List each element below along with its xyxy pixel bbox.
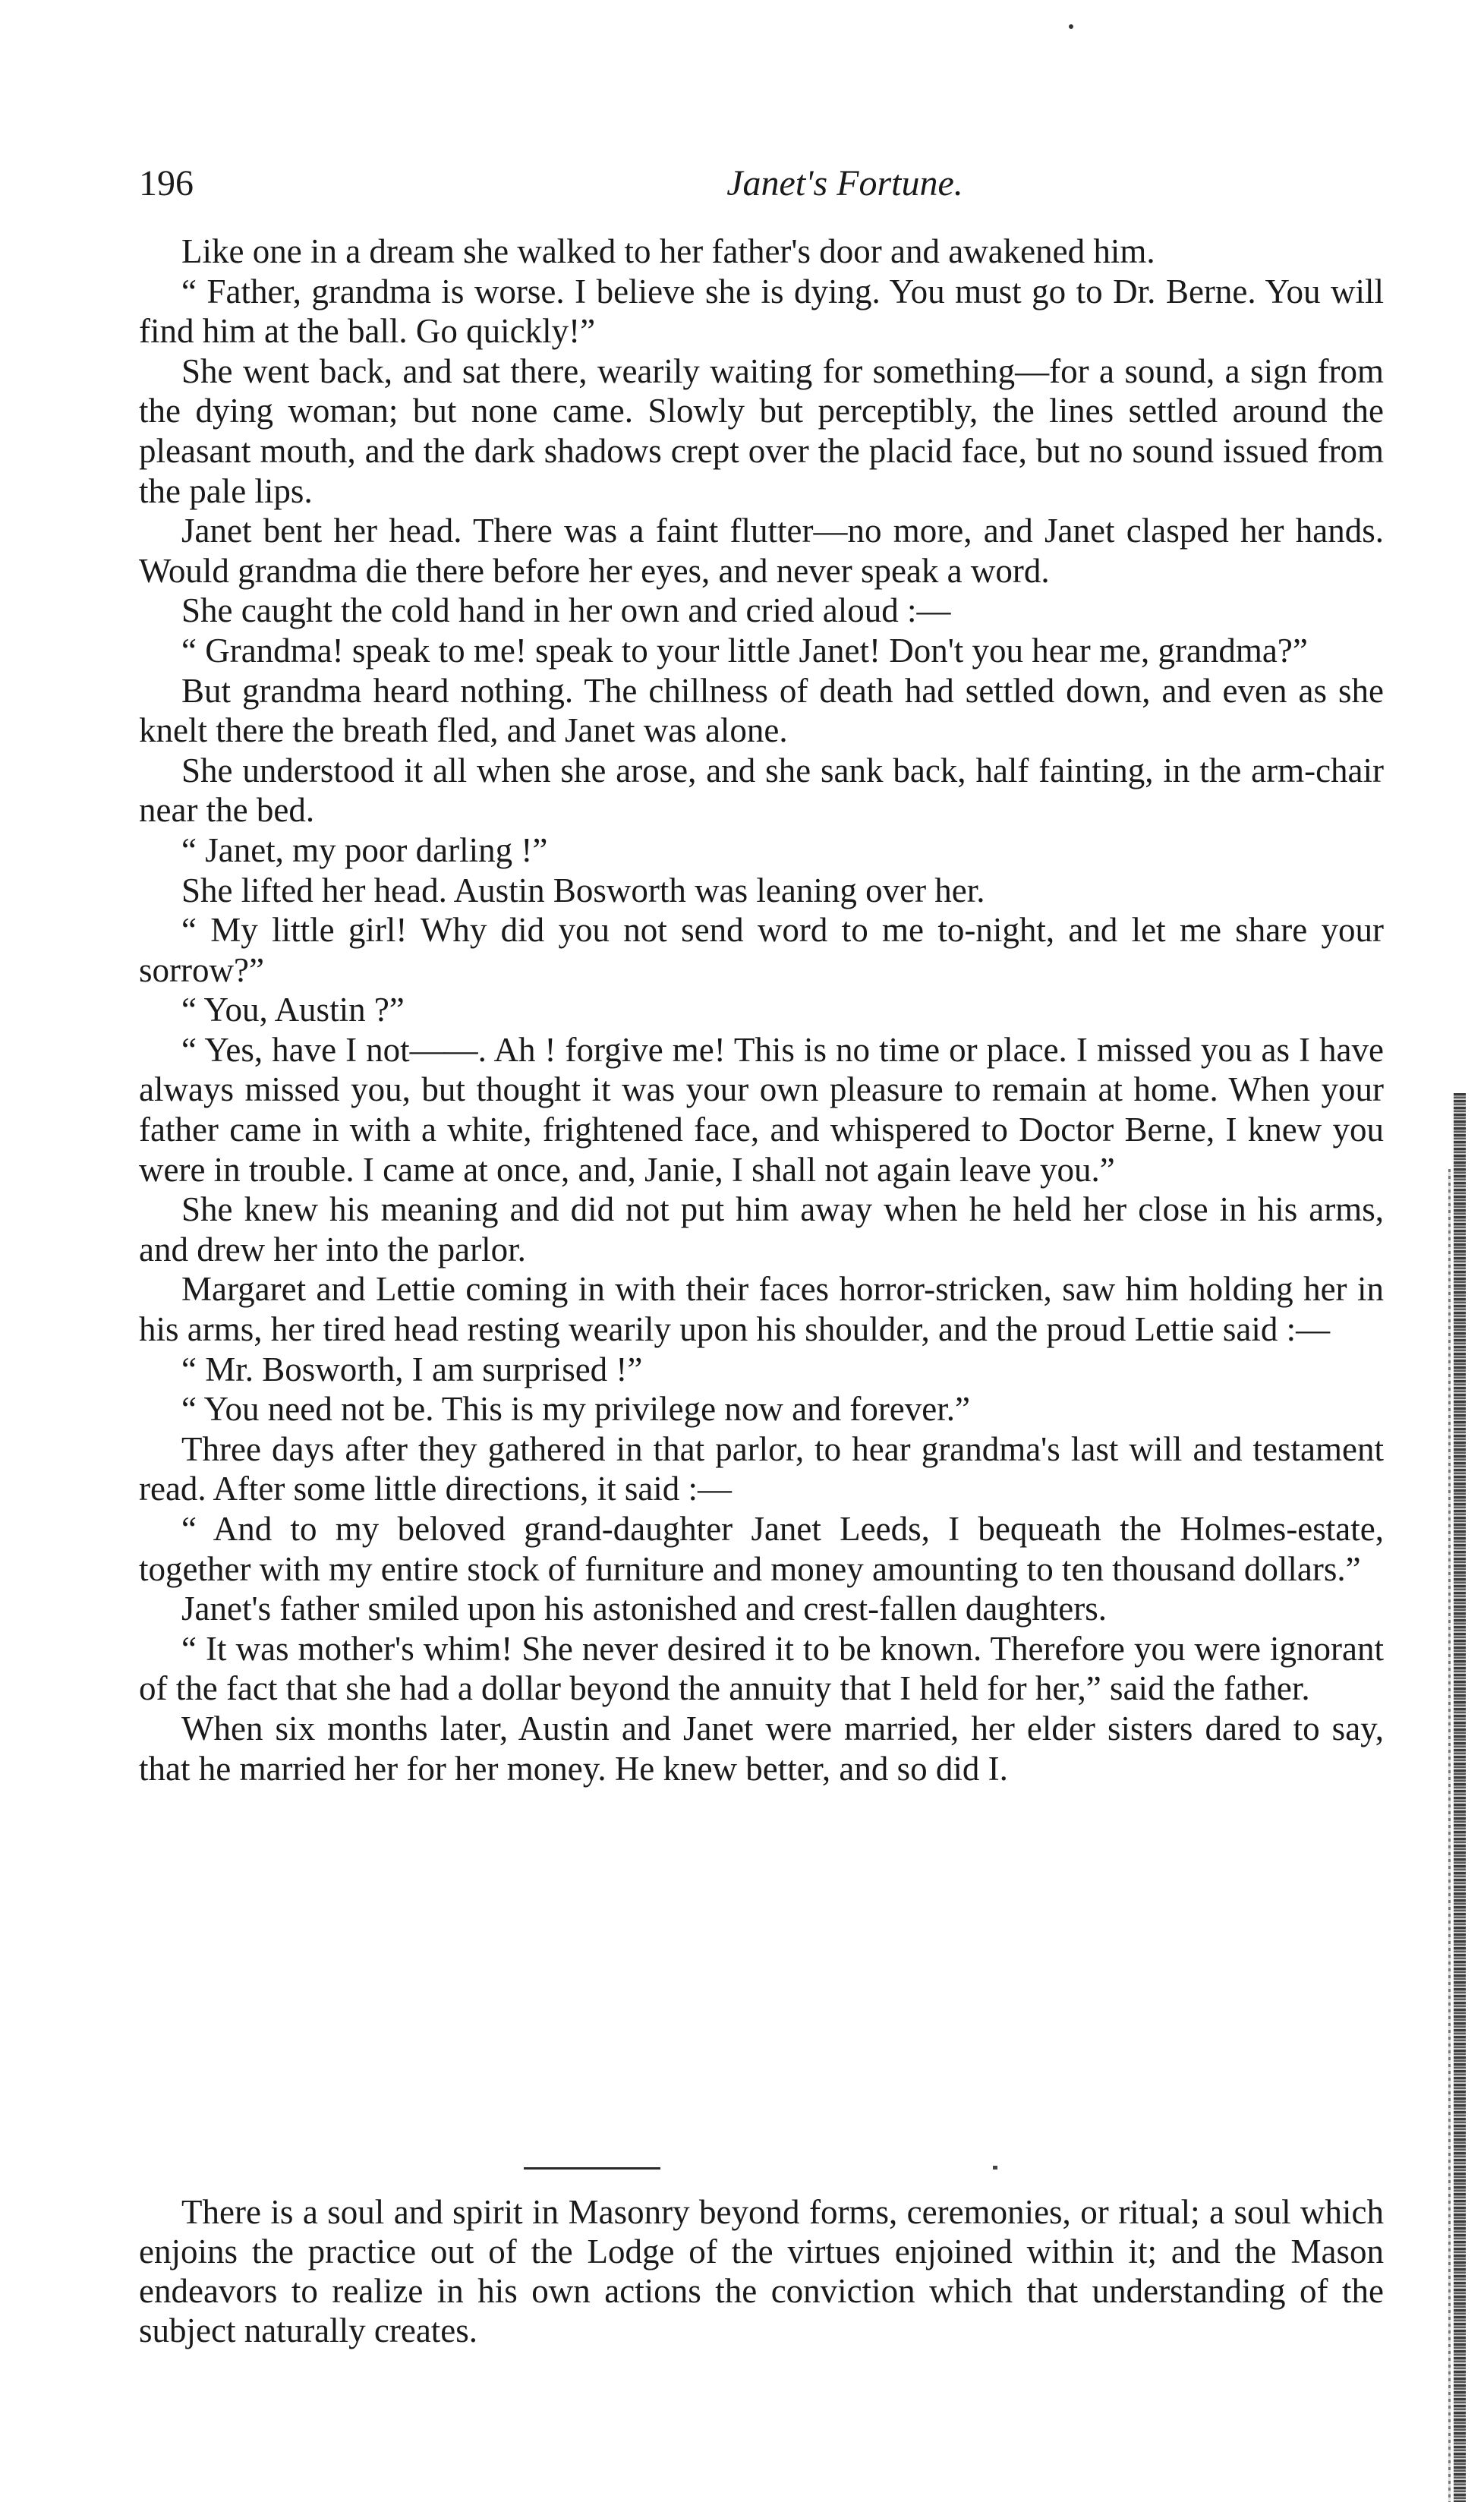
page-edge-line (1448, 1169, 1451, 2502)
paragraph: Janet's father smiled upon his astonished and crest-fallen daughters. (181, 1590, 1107, 1628)
page-edge-strip (1454, 1093, 1466, 2502)
paragraph: She lifted her head. Austin Bosworth was leaning over her. (181, 871, 985, 909)
section-separator (524, 2167, 660, 2170)
paragraph: But grandma heard nothing. The chillness of death had settled down, and even as she knelt there the breath fled, and Janet was alone. (139, 671, 1384, 750)
paragraph: “ You need not be. This is my privilege now and forever.” (181, 1390, 970, 1429)
paragraph: “ Yes, have I not——. Ah ! forgive me! This is no time or place. I missed you as I have always missed you, but thought it was your own pleasure to remain at home. When your father came in with a white, frightened face, and whispered to Doctor Berne, I knew you were in trouble. I came at once, and, Janie, I shall not again leave you.” (139, 1030, 1384, 1189)
masonry-note (139, 2192, 1384, 2350)
running-title: Janet's Fortune. (726, 163, 963, 203)
paragraph: “ Janet, my poor darling !” (181, 830, 548, 869)
paragraph: “ My little girl! Why did you not send word to me to-night, and let me share your sorrow?” (139, 911, 1384, 989)
paragraph: She went back, and sat there, wearily waiting for something—for a sound, a sign from the dying woman; but none came. Slowly but perceptibly, the lines settled around the pleasant mouth, and the dark shadows crept over the placid face, but no sound issued from the pale lips. (139, 351, 1384, 510)
paragraph: “ Mr. Bosworth, I am surprised !” (181, 1350, 643, 1388)
separator-speck (993, 2166, 997, 2170)
paragraph: “ It was mother's whim! She never desired it to be known. Therefore you were ignorant of the fact that she had a dollar beyond the annuity that I held for her,” said the father. (139, 1629, 1384, 1708)
paragraph: Margaret and Lettie coming in with their faces horror-stricken, saw him holding her in his arms, her tired head resting wearily upon his shoulder, and the proud Lettie said :— (139, 1270, 1384, 1349)
paragraph: “ And to my beloved grand-daughter Janet Leeds, I bequeath the Holmes-estate, together with my entire stock of furniture and money amounting to ten thousand dollars.” (139, 1510, 1384, 1588)
paragraph: “ Father, grandma is worse. I believe she is dying. You must go to Dr. Berne. You will find him at the ball. Go quickly!” (139, 272, 1384, 351)
page-header (139, 161, 1384, 214)
paragraph: She knew his meaning and did not put him away when he held her close in his arms, and drew her into the parlor. (139, 1190, 1384, 1268)
print-speck (1069, 24, 1073, 29)
paragraph: When six months later, Austin and Janet were married, her elder sisters dared to say, that he married her for her money. He knew better, and so did I. (139, 1709, 1384, 1788)
paragraph: Three days after they gathered in that parlor, to hear grandma's last will and testament read. After some little directions, it said :— (139, 1429, 1384, 1508)
paragraph: She understood it all when she arose, and she sank back, half fainting, in the arm-chair near the bed. (139, 751, 1384, 830)
paragraph: Janet bent her head. There was a faint flutter—no more, and Janet clasped her hands. Would grandma die there before her eyes, and never speak a word. (139, 512, 1384, 590)
story-text (139, 232, 1384, 1788)
paragraph: There is a soul and spirit in Masonry beyond forms, ceremonies, or ritual; a soul which enjoins the practice out of the Lodge of the virtues enjoined within it; and the Mason endeavors to realize in his own actions the conviction which that understanding of the subject naturally creates. (139, 2193, 1384, 2349)
paragraph: She caught the cold hand in her own and cried aloud :— (181, 591, 951, 630)
paragraph: “ You, Austin ?” (181, 991, 405, 1029)
page-number: 196 (139, 163, 194, 203)
paragraph: Like one in a dream she walked to her father's door and awakened him. (181, 232, 1155, 270)
paragraph: “ Grandma! speak to me! speak to your little Janet! Don't you hear me, grandma?” (181, 631, 1308, 670)
